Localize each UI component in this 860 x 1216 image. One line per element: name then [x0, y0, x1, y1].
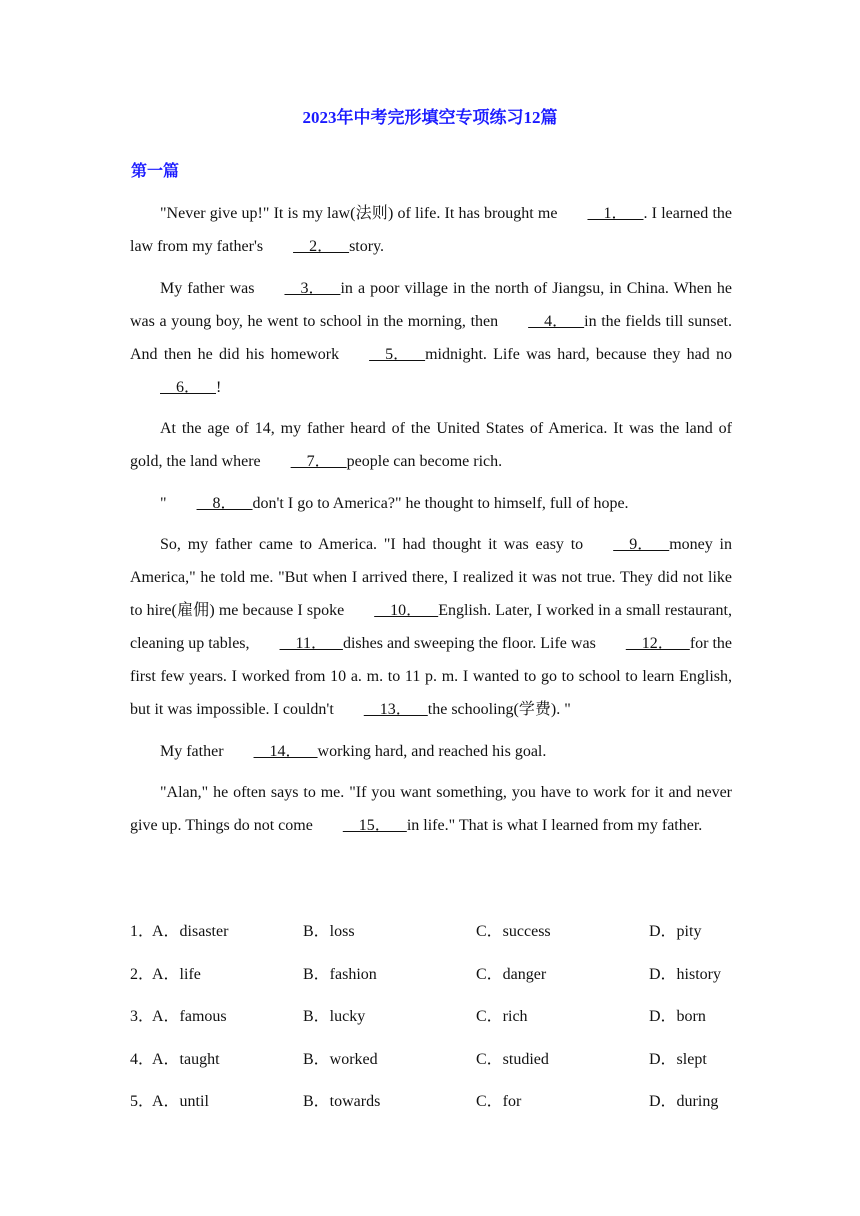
passage-text: in life." That is what I learned from my father.	[406, 817, 703, 834]
passage-text: in the fields till sunset. And then he did his homework	[130, 312, 733, 363]
option-row	[130, 918, 740, 961]
option-d: D．born	[649, 1008, 706, 1025]
passage-text: So, my father came to America. "I had thought it was easy to	[160, 536, 584, 553]
option-d: D．history	[649, 965, 722, 983]
blank-6: 6．	[160, 378, 217, 396]
passage-text: . I learned the law from my father's	[130, 205, 733, 255]
passage-text: midnight. Life was hard, because they had no	[425, 345, 733, 363]
passage-text: people can become rich.	[346, 453, 503, 470]
passage-text: for the first few years. I worked from 10 a. m. to 11 p. m. I wanted to go to school to learn English, but it was impossible. I couldn't	[130, 635, 733, 718]
section-heading: 第一篇	[131, 163, 180, 180]
question-number: 4．	[130, 1050, 155, 1068]
passage-paragraph	[130, 735, 732, 768]
passage-text: "Never give up!" It is my law(法则) of life. It has brought me	[160, 205, 558, 222]
option-b: B．lucky	[303, 1008, 366, 1025]
blank-9: 9．	[613, 536, 670, 553]
blank-12: 12．	[625, 635, 690, 652]
question-number: 3．	[130, 1008, 155, 1025]
blank-3: 3．	[284, 279, 341, 297]
option-d: D．slept	[649, 1050, 707, 1068]
passage-text: don't I go to America?" he thought to himself, full of hope.	[252, 494, 629, 512]
option-row	[130, 1046, 740, 1089]
option-a: A．until	[152, 1093, 209, 1110]
passage-text: in a poor village in the north of Jiangsu, in China. When he was a young boy, he went to school in the morning, then	[130, 279, 732, 330]
passage-text: money in America," he told me. "But when I arrived there, I realized it was not true. They did not like to hire(雇佣) me because I spoke	[130, 536, 732, 619]
blank-11: 11．	[279, 635, 343, 652]
option-b: B．loss	[303, 923, 355, 940]
option-b: B．fashion	[303, 965, 377, 983]
option-c: C．for	[476, 1093, 522, 1110]
passage-text: At the age of 14, my father heard of the United States of America. It was the land of gold, the land where	[130, 420, 732, 470]
passage-text: "Alan," he often says to me. "If you want something, you have to work for it and never give up. Things do not come	[130, 784, 732, 834]
blank-10: 10．	[374, 602, 439, 619]
answer-options	[130, 918, 740, 1131]
option-a: A．disaster	[152, 923, 229, 940]
option-c: C．rich	[476, 1008, 528, 1025]
option-row	[130, 961, 740, 1004]
passage-text: My father was	[160, 279, 255, 297]
blank-5: 5．	[369, 345, 426, 363]
option-c: C．success	[476, 923, 551, 940]
option-c: C．studied	[476, 1050, 549, 1068]
option-a: A．taught	[152, 1050, 220, 1068]
passage-paragraph	[130, 412, 732, 478]
blank-13: 13．	[363, 701, 428, 718]
passage-text: My father	[160, 742, 224, 760]
option-b: B．towards	[303, 1093, 381, 1110]
blank-2: 2．	[293, 238, 350, 255]
option-row	[130, 1088, 740, 1131]
option-a: A．life	[152, 965, 201, 983]
passage-text: the schooling(学费). "	[427, 701, 571, 718]
option-row	[130, 1003, 740, 1046]
passage-paragraph	[130, 528, 732, 726]
blank-14: 14．	[253, 742, 318, 760]
passage-text: English. Later, I worked in a small restaurant, cleaning up tables,	[130, 602, 732, 652]
document-title: 2023年中考完形填空专项练习12篇	[302, 108, 558, 127]
question-number: 1．	[130, 923, 155, 940]
passage-paragraph	[130, 272, 732, 404]
blank-4: 4．	[528, 312, 585, 330]
passage-paragraph	[130, 197, 732, 263]
question-number: 2．	[130, 965, 155, 983]
passage-text: working hard, and reached his goal.	[317, 742, 547, 760]
passage-text: !	[216, 378, 222, 396]
question-number: 5．	[130, 1093, 155, 1110]
passage-text: story.	[349, 238, 385, 255]
cloze-passage	[130, 197, 732, 851]
option-a: A．famous	[152, 1008, 227, 1025]
blank-1: 1．	[587, 205, 644, 222]
passage-text: "	[160, 494, 167, 512]
passage-paragraph	[130, 776, 732, 842]
passage-text: dishes and sweeping the floor. Life was	[342, 635, 596, 652]
passage-paragraph	[130, 487, 732, 520]
blank-8: 8．	[196, 494, 253, 512]
option-d: D．pity	[649, 923, 702, 940]
option-d: D．during	[649, 1093, 719, 1110]
blank-15: 15．	[342, 817, 407, 834]
option-c: C．danger	[476, 965, 547, 983]
blank-7: 7．	[290, 453, 347, 470]
option-b: B．worked	[303, 1050, 378, 1068]
